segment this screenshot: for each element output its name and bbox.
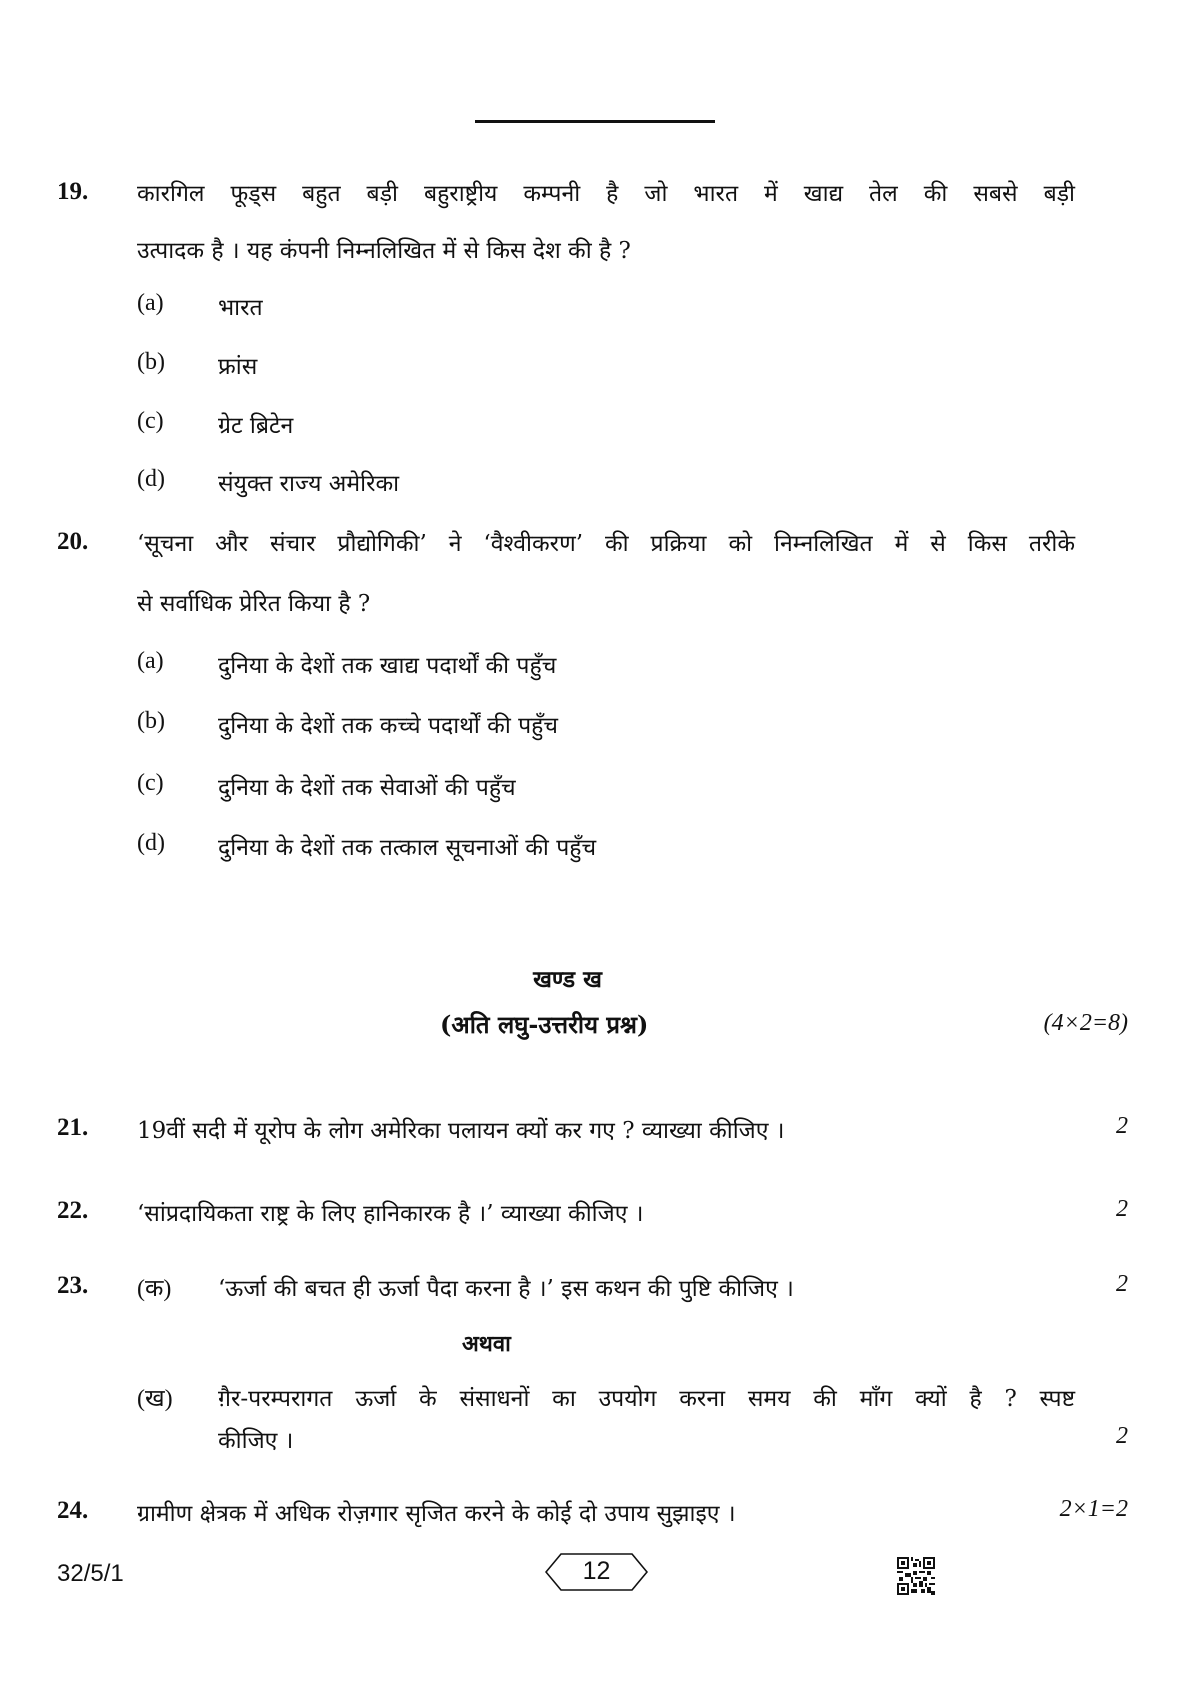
paper-code: 32/5/1 (57, 1560, 124, 1587)
option-label: (c) (137, 408, 164, 434)
question-marks: 2 (1116, 1271, 1128, 1297)
option-text: संयुक्त राज्य अमेरिका (218, 471, 400, 497)
option-label: (c) (137, 770, 164, 796)
question-number: 21. (57, 1114, 89, 1141)
option-label: (b) (137, 349, 165, 375)
question-text: 19वीं सदी में यूरोप के लोग अमेरिका पलायन क्यों कर गए ? व्याख्या कीजिए । (137, 1118, 785, 1144)
section-divider-rule (475, 120, 715, 123)
qr-code-icon (897, 1557, 935, 1595)
sub-part-label: (क) (137, 1276, 172, 1302)
question-number: 22. (57, 1197, 89, 1224)
section-subtitle: (अति लघु-उत्तरीय प्रश्न) (440, 1010, 649, 1039)
question-number: 20. (57, 528, 89, 555)
question-text-line: कारगिल फूड्स बहुत बड़ी बहुराष्ट्रीय कम्पनी है जो भारत में खाद्य तेल की सबसे बड़ी (137, 181, 1075, 207)
page-number: 12 (582, 1557, 611, 1585)
question-number: 24. (57, 1497, 89, 1524)
sub-part-label: (ख) (137, 1386, 173, 1412)
question-text-line: ‘सूचना और संचार प्रौद्योगिकी’ ने ‘वैश्वीकरण’ की प्रक्रिया को निम्नलिखित में से किस तरीके (137, 531, 1075, 557)
option-text: दुनिया के देशों तक तत्काल सूचनाओं की पहुँच (218, 835, 597, 861)
question-marks: 2 (1116, 1196, 1128, 1222)
question-text: ‘सांप्रदायिकता राष्ट्र के लिए हानिकारक है ।’ व्याख्या कीजिए । (137, 1201, 644, 1227)
sub-part-text-line: कीजिए । (218, 1428, 294, 1454)
option-label: (a) (137, 648, 164, 674)
option-text: दुनिया के देशों तक खाद्य पदार्थों की पहुँच (218, 653, 557, 679)
option-text: दुनिया के देशों तक कच्चे पदार्थों की पहुँच (218, 713, 558, 739)
sub-part-text: ‘ऊर्जा की बचत ही ऊर्जा पैदा करना है ।’ इस कथन की पुष्टि कीजिए । (218, 1276, 794, 1302)
option-text: फ्रांस (218, 354, 258, 380)
section-marks: (4×2=8) (1043, 1010, 1128, 1036)
question-text: ग्रामीण क्षेत्रक में अधिक रोज़गार सृजित करने के कोई दो उपाय सुझाइए । (137, 1501, 736, 1527)
option-label: (a) (137, 290, 164, 316)
question-number: 19. (57, 178, 89, 205)
option-text: भारत (218, 295, 263, 321)
question-marks: 2×1=2 (1059, 1496, 1128, 1522)
sub-part-text-line: ग़ैर-परम्परागत ऊर्जा के संसाधनों का उपयोग करना समय की माँग क्यों है ? स्पष्ट (218, 1386, 1075, 1412)
option-text: दुनिया के देशों तक सेवाओं की पहुँच (218, 775, 516, 801)
question-marks: 2 (1116, 1113, 1128, 1139)
option-text: ग्रेट ब्रिटेन (218, 413, 294, 439)
question-number: 23. (57, 1272, 89, 1299)
question-text-line: से सर्वाधिक प्रेरित किया है ? (137, 591, 371, 617)
option-label: (d) (137, 466, 165, 492)
option-label: (d) (137, 830, 165, 856)
section-title: खण्ड ख (533, 966, 602, 993)
option-label: (b) (137, 708, 165, 734)
question-text-line: उत्पादक है । यह कंपनी निम्नलिखित में से किस देश की है ? (137, 238, 631, 264)
or-label: अथवा (462, 1331, 511, 1357)
page-number-badge (545, 1553, 648, 1591)
question-marks: 2 (1116, 1423, 1128, 1449)
